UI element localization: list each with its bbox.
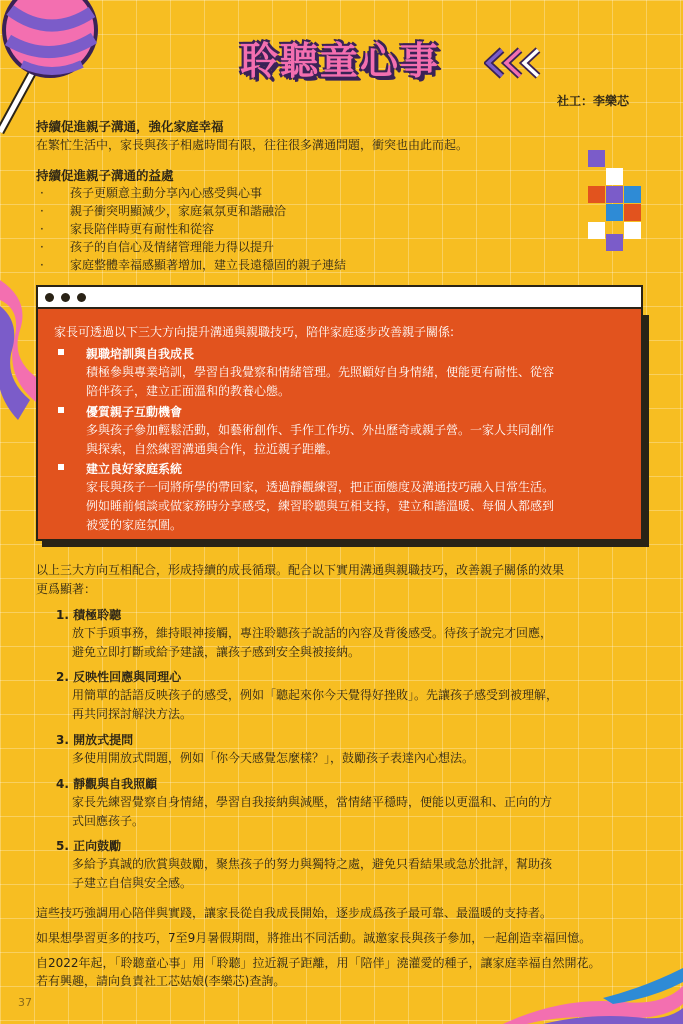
tip-title: 1. 積極聆聽 <box>56 608 122 622</box>
section1-text: 在繁忙生活中，家長與孩子相處時間有限，往往很多溝通問題，衝突也由此而起。 <box>36 138 469 152</box>
closing-line: 若有興趣，請向負責社工芯姑娘(李樂芯)查詢。 <box>36 974 286 988</box>
wave-stripes-decoration <box>503 968 683 1024</box>
window-panel <box>36 309 643 541</box>
section1-heading: 持續促進親子溝通，強化家庭幸福 <box>36 119 224 134</box>
tip-line: 子建立自信與安全感。 <box>72 876 193 890</box>
direction-item <box>58 460 630 535</box>
tip-item <box>56 731 636 768</box>
list-item: · 孩子的自信心及情緒管理能力得以提升 <box>36 238 496 256</box>
bullet-square-icon <box>58 407 64 413</box>
window-dot-icon <box>61 293 70 302</box>
benefits-list <box>36 184 496 274</box>
tip-line: 放下手頭事務，維持眼神接觸，專注聆聽孩子說話的內容及背後感受。待孩子說完才回應， <box>72 626 553 640</box>
tip-item <box>56 606 636 662</box>
closing-line: 如果想學習更多的技巧，7至9月暑假期間，將推出不同活動。誠邀家長與孩子參加，一起創造幸福回憶。 <box>36 931 592 945</box>
direction-title: 親職培訓與自我成長 <box>86 347 195 361</box>
tip-title: 3. 開放式提問 <box>56 733 134 747</box>
page-number: 37 <box>18 996 32 1009</box>
bullet-square-icon <box>58 464 64 470</box>
tip-item <box>56 775 636 831</box>
author-label: 社工：李樂芯 <box>556 94 629 108</box>
direction-line: 積極參與專業培訓，學習自我覺察和情緒管理。先照顧好自身情緒，便能更有耐性、從容 <box>86 365 555 379</box>
closing-line: 自2022年起，「聆聽童心事」用「聆聽」拉近親子距離，用「陪伴」澆灌愛的種子，讓家庭幸福自然開花。 <box>36 956 601 970</box>
list-item: · 孩子更願意主動分享內心感受與心事 <box>36 184 496 202</box>
summary-line: 更爲顯著： <box>36 582 97 596</box>
tip-line: 多給予真誠的欣賞與鼓勵，聚焦孩子的努力與獨特之處，避免只看結果或急於批評，幫助孩 <box>72 857 553 871</box>
wave-stripes-decoration <box>0 270 40 420</box>
window-dot-icon <box>45 293 54 302</box>
tip-item <box>56 837 636 893</box>
page-title: 聆聽童心事 <box>239 39 440 83</box>
direction-title: 建立良好家庭系統 <box>86 462 183 476</box>
tip-line: 式回應孩子。 <box>72 814 145 828</box>
tip-line: 多使用開放式問題，例如「你今天感覺怎麼樣？」，鼓勵孩子表達內心想法。 <box>72 751 475 765</box>
direction-line: 家長與孩子一同將所學的帶回家，透過靜觀練習，把正面態度及溝通技巧融入日常生活。 <box>86 480 555 494</box>
direction-line: 多與孩子參加輕鬆活動，如藝術創作、手作工作坊、外出歷奇或親子營。一家人共同創作 <box>86 423 555 437</box>
pixel-blocks-decoration <box>586 148 642 252</box>
direction-title: 優質親子互動機會 <box>86 405 183 419</box>
tip-item <box>56 668 636 724</box>
section2-heading: 持續促進親子溝通的益處 <box>36 168 174 183</box>
direction-item <box>58 345 630 401</box>
direction-line: 例如睡前傾談或做家務時分享感受，練習聆聽與互相支持，建立和諧溫暖、每個人都感到 <box>86 499 555 513</box>
summary-line: 以上三大方向互相配合，形成持續的成長循環。配合以下實用溝通與親職技巧，改善親子關係的效果 <box>36 563 565 577</box>
tip-line: 用簡單的話語反映孩子的感受，例如「聽起來你今天覺得好挫敗」。先讓孩子感受到被理解， <box>72 688 559 702</box>
chevron-left-icon <box>484 46 546 80</box>
tip-title: 4. 靜觀與自我照顧 <box>56 777 158 791</box>
list-item: · 家長陪伴時更有耐性和從容 <box>36 220 496 238</box>
direction-item <box>58 403 630 459</box>
direction-line: 被愛的家庭氛圍。 <box>86 518 183 532</box>
tip-line: 家長先練習覺察自身情緒，學習自我接納與減壓，當情緒平穩時，便能以更溫和、正向的方 <box>72 795 553 809</box>
list-item: · 家庭整體幸福感顯著增加，建立長遠穩固的親子連結 <box>36 256 496 274</box>
window-intro: 家長可透過以下三大方向提升溝通與親職技巧，陪伴家庭逐步改善親子關係: <box>54 325 455 339</box>
tip-title: 5. 正向鼓勵 <box>56 839 122 853</box>
tip-title: 2. 反映性回應與同理心 <box>56 670 182 684</box>
closing-line: 這些技巧強調用心陪伴與實踐，讓家長從自我成長開始，逐步成爲孩子最可靠、最溫暖的支持者。 <box>36 906 553 920</box>
direction-line: 陪伴孩子，建立正面溫和的教養心態。 <box>86 384 291 398</box>
bullet-square-icon <box>58 349 64 355</box>
direction-line: 與探索，自然練習溝通與合作，拉近親子距離。 <box>86 442 339 456</box>
tip-line: 再共同探討解決方法。 <box>72 707 193 721</box>
window-dot-icon <box>77 293 86 302</box>
window-title-bar <box>36 285 643 309</box>
tip-line: 避免立即打斷或給予建議，讓孩子感到安全與被接納。 <box>72 645 361 659</box>
list-item: · 親子衝突明顯減少，家庭氣氛更和諧融洽 <box>36 202 496 220</box>
